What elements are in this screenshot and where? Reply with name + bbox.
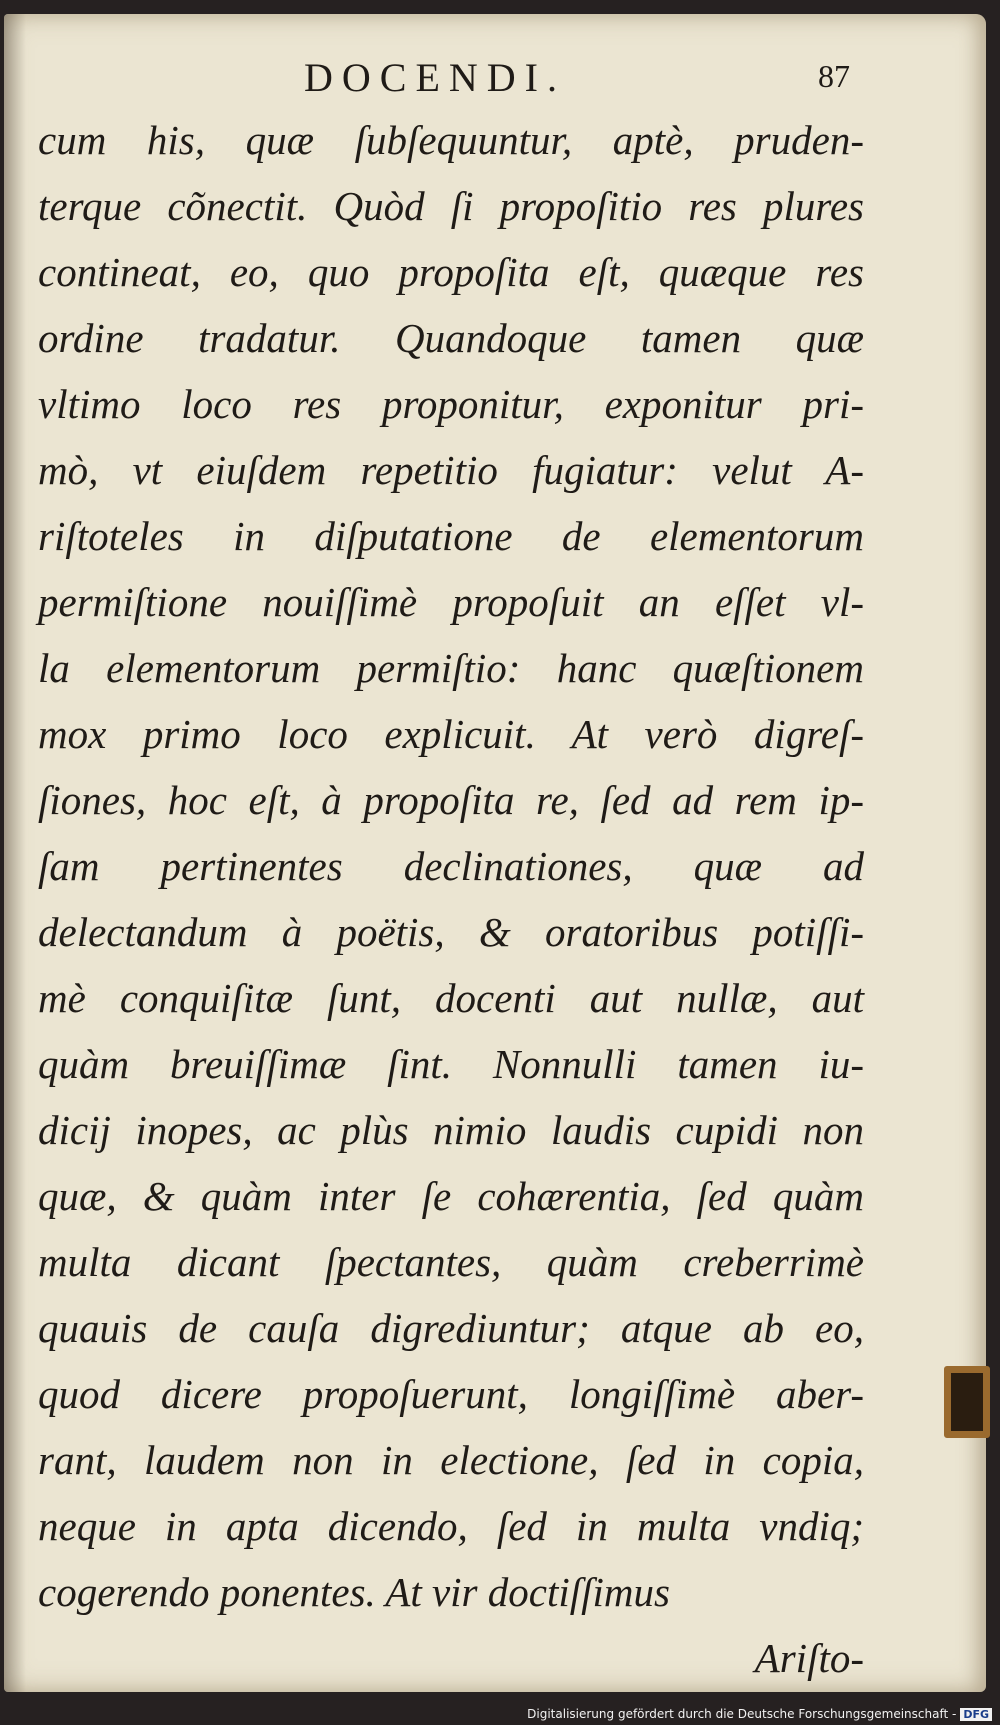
text-line: mò, vt eiuſdem repetitio fugiatur: velut A- <box>38 447 864 493</box>
text-line: cum his, quæ ſubſequuntur, aptè, pruden- <box>38 117 864 163</box>
text-line: mox primo loco explicuit. At verò digreſ- <box>38 711 864 757</box>
dfg-logo: DFG <box>960 1708 992 1721</box>
text-line: ſiones, hoc eſt, à propoſita re, ſed ad rem ip- <box>38 777 864 823</box>
running-head: DOCENDI. <box>304 55 566 100</box>
text-line: contineat, eo, quo propoſita eſt, quæque res <box>38 249 864 295</box>
page-gutter-shadow <box>4 14 26 1692</box>
text-line: cogerendo ponentes. At vir doctiſſimus <box>38 1569 670 1615</box>
text-line: dicij inopes, ac plùs nimio laudis cupidi non <box>38 1107 864 1153</box>
body-text <box>38 107 864 1691</box>
text-line: quod dicere propoſuerunt, longiſſimè aber- <box>38 1371 864 1417</box>
credit-text: Digitalisierung gefördert durch die Deutsche Forschungsgemeinschaft - <box>527 1707 957 1721</box>
text-line: vltimo loco res proponitur, exponitur pri- <box>38 381 864 427</box>
text-line: riſtoteles in diſputatione de elementorum <box>38 513 864 559</box>
text-line: quàm breuiſſimæ ſint. Nonnulli tamen iu- <box>38 1041 864 1087</box>
text-line: permiſtione nouiſſimè propoſuit an eſſet vl- <box>38 579 864 625</box>
page-header <box>4 54 986 104</box>
text-line: quauis de cauſa digrediuntur; atque ab eo, <box>38 1305 864 1351</box>
text-line: ordine tradatur. Quandoque tamen quæ <box>38 315 864 361</box>
text-line: la elementorum permiſtio: hanc quæſtionem <box>38 645 864 691</box>
text-line: ſam pertinentes declinationes, quæ ad <box>38 843 864 889</box>
text-line: quæ, & quàm inter ſe cohærentia, ſed quàm <box>38 1173 864 1219</box>
text-line: multa dicant ſpectantes, quàm creberrimè <box>38 1239 864 1285</box>
page-number: 87 <box>818 58 850 94</box>
text-line: mè conquiſitæ ſunt, docenti aut nullæ, aut <box>38 975 864 1021</box>
text-line: delectandum à poëtis, & oratoribus potiſſi- <box>38 909 864 955</box>
text-line: rant, laudem non in electione, ſed in copia, <box>38 1437 864 1483</box>
text-line: terque cõnectit. Quòd ſi propoſitio res plures <box>38 183 864 229</box>
digitization-credit <box>527 1707 992 1721</box>
page-tab-marker <box>944 1366 990 1438</box>
book-page <box>4 14 986 1692</box>
catchword: Ariſto- <box>754 1635 864 1681</box>
text-line: neque in apta dicendo, ſed in multa vndiq; <box>38 1503 864 1549</box>
